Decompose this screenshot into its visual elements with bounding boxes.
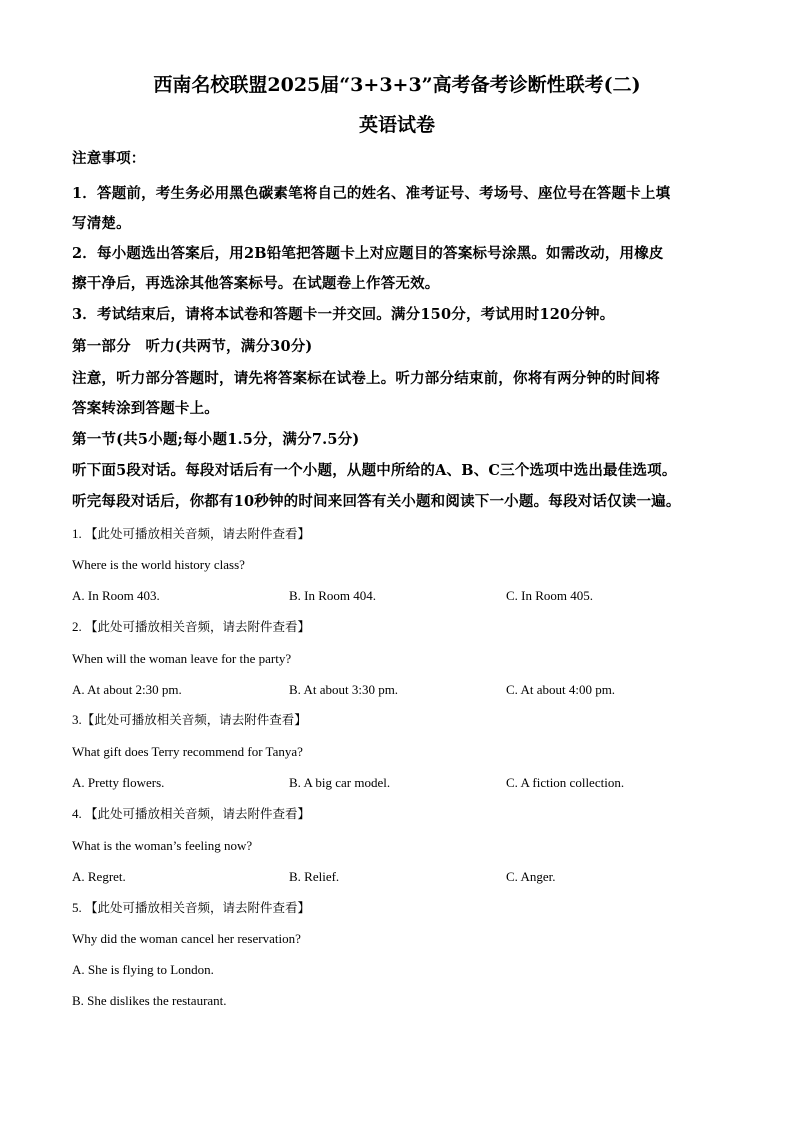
part1-notice-line-1: 注意，听力部分答题时，请先将答案标在试卷上。听力部分结束前，你将有两分钟的时间将 — [72, 370, 660, 387]
audio-note: 【此处可播放相关音频，请去附件查看】 — [85, 806, 311, 821]
question-number: 4. — [72, 806, 82, 821]
question-4-text: What is the woman’s feeling now? — [72, 838, 253, 853]
notes-heading: 注意事项： — [72, 150, 146, 167]
question-3-option-c: C. A fiction collection. — [506, 775, 625, 790]
question-2-option-b: B. At about 3:30 pm. — [289, 682, 399, 697]
note-item-3: 3．考试结束后，请将本试卷和答题卡一并交回。满分150分，考试用时120分钟。 — [72, 306, 615, 323]
question-4-option-b: B. Relief. — [289, 869, 340, 884]
exam-subtitle: 英语试卷 — [358, 114, 435, 136]
question-3-audio-line — [72, 710, 724, 730]
audio-note: 【此处可播放相关音频，请去附件查看】 — [85, 619, 311, 634]
audio-note: 【此处可播放相关音频，请去附件查看】 — [85, 526, 311, 541]
part1-heading: 第一部分 听力(共两节，满分30分) — [72, 338, 313, 355]
question-4-audio-line — [72, 804, 724, 824]
question-1-option-b: B. In Room 404. — [289, 588, 377, 603]
question-3-option-b: B. A big car model. — [289, 775, 391, 790]
section1-instructions-line-2: 听完每段对话后，你都有10秒钟的时间来回答有关小题和阅读下一小题。每段对话仅读一遍。 — [72, 493, 681, 510]
question-3-text: What gift does Terry recommend for Tanya? — [72, 744, 303, 759]
question-1-option-a: A. In Room 403. — [72, 588, 160, 603]
audio-note: 【此处可播放相关音频，请去附件查看】 — [81, 712, 307, 727]
section1-instructions-line-1: 听下面5段对话。每段对话后有一个小题，从题中所给的A、B、C三个选项中选出最佳选项。 — [72, 462, 677, 479]
section1-heading: 第一节(共5小题;每小题1.5分，满分7.5分) — [72, 431, 360, 448]
question-2-option-a: A. At about 2:30 pm. — [72, 682, 182, 697]
question-5-option-a: A. She is flying to London. — [72, 962, 214, 977]
question-2-text: When will the woman leave for the party? — [72, 651, 292, 666]
question-1-option-c: C. In Room 405. — [506, 588, 594, 603]
note-item-1-line-2: 写清楚。 — [72, 215, 131, 232]
exam-title: 西南名校联盟2025届“3+3+3”高考备考诊断性联考(二) — [153, 74, 641, 96]
question-5-option-b: B. She dislikes the restaurant. — [72, 993, 227, 1008]
question-number: 5. — [72, 900, 82, 915]
question-5-text: Why did the woman cancel her reservation? — [72, 931, 301, 946]
question-2-audio-line — [72, 617, 724, 637]
question-number: 2. — [72, 619, 82, 634]
question-2-option-c: C. At about 4:00 pm. — [506, 682, 616, 697]
part1-notice-line-2: 答案转涂到答题卡上。 — [72, 400, 219, 417]
note-item-2-line-2: 擦干净后，再选涂其他答案标号。在试题卷上作答无效。 — [72, 275, 440, 292]
question-number: 3. — [72, 712, 82, 727]
question-4-option-c: C. Anger. — [506, 869, 556, 884]
question-number: 1. — [72, 526, 82, 541]
question-3-option-a: A. Pretty flowers. — [72, 775, 165, 790]
question-5-audio-line — [72, 898, 724, 918]
note-item-2-line-1: 2．每小题选出答案后，用2B铅笔把答题卡上对应题目的答案标号涂黑。如需改动，用橡皮 — [72, 245, 664, 262]
question-4-option-a: A. Regret. — [72, 869, 126, 884]
audio-note: 【此处可播放相关音频，请去附件查看】 — [85, 900, 311, 915]
question-1-text: Where is the world history class? — [72, 557, 245, 572]
note-item-1-line-1: 1．答题前，考生务必用黑色碳素笔将自己的姓名、准考证号、考场号、座位号在答题卡上填 — [72, 185, 671, 202]
question-1-audio-line — [72, 524, 724, 544]
